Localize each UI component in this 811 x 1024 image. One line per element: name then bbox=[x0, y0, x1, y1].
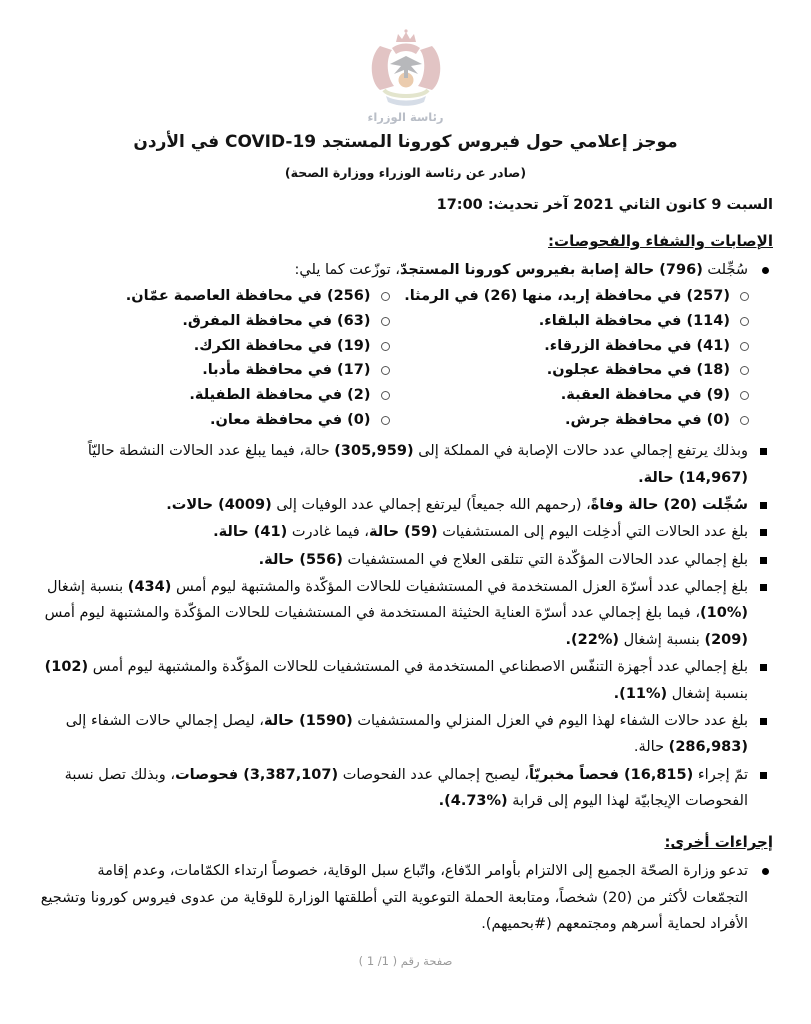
stat-bullet bbox=[38, 492, 773, 518]
bullet-circle-icon bbox=[381, 317, 390, 326]
governorate-item bbox=[38, 334, 392, 359]
stat-bullet bbox=[38, 438, 773, 491]
governorate-item bbox=[398, 309, 752, 334]
logo-caption: رئاسة الوزراء bbox=[367, 110, 444, 124]
governorate-item bbox=[38, 408, 392, 433]
bullet-circle-icon bbox=[740, 366, 749, 375]
page-number: صفحة رقم ( 1/ 1 ) bbox=[358, 953, 453, 968]
governorate-text: (9) في محافظة العقبة. bbox=[560, 386, 730, 403]
bullet-square-icon bbox=[760, 502, 767, 509]
bullet-circle-icon bbox=[740, 317, 749, 326]
date-line: السبت 9 كانون الثاني 2021 آخر تحديث: 17:00 bbox=[436, 197, 773, 213]
bullet-circle-icon bbox=[740, 292, 749, 301]
stat-bullet-text: بلغ عدد حالات الشفاء لهذا اليوم في العزل المنزلي والمستشفيات (1590) حالة، ليصل إجمالي حالات الشفاء إلى (286,983) حالة. bbox=[65, 712, 748, 756]
governorate-text: (114) في محافظة البلقاء. bbox=[538, 313, 730, 330]
bullet-circle-icon bbox=[740, 391, 749, 400]
governorate-text: (0) في محافظة معان. bbox=[210, 411, 371, 428]
governorate-item bbox=[398, 358, 752, 383]
bullet-square-icon bbox=[760, 529, 767, 536]
bullet-circle-icon bbox=[381, 292, 390, 301]
governorate-item bbox=[398, 383, 752, 408]
stat-bullet bbox=[38, 547, 773, 573]
bullet-disc-icon bbox=[762, 267, 769, 274]
bullet-circle-icon bbox=[381, 366, 390, 375]
governorate-text: (63) في محافظة المفرق. bbox=[182, 313, 371, 330]
governorate-text: (256) في محافظة العاصمة عمّان. bbox=[125, 288, 371, 305]
stat-bullet bbox=[38, 654, 773, 707]
governorate-text: (41) في محافظة الزرقاء. bbox=[544, 337, 730, 354]
section-heading-other: إجراءات أخرى: bbox=[664, 833, 773, 852]
statistics-list bbox=[38, 438, 773, 814]
stat-bullet-text: بلغ إجمالي عدد الحالات المؤكّدة التي تتلقى العلاج في المستشفيات (556) حالة. bbox=[258, 551, 748, 568]
stat-bullet-text: بلغ عدد الحالات التي أدخِلت اليوم إلى المستشفيات (59) حالة، فيما غادرت (41) حالة. bbox=[213, 524, 748, 541]
bullet-square-icon bbox=[760, 584, 767, 591]
other-measures-text: تدعو وزارة الصحّة الجميع إلى الالتزام بأوامر الدّفاع، واتّباع سبل الوقاية، خصوصاً ارتداء الكمّامات، وعدم إقامة التجمّعات لأكثر من (20) شخصاً، ومتابعة الحملة التوعوية التي أطلقتها الوزارة للوقاية من عدوى فيروس كورونا وتشجيع الأفراد لحماية أسرهم ومجتمعهم (#بحميهم). bbox=[40, 863, 748, 933]
bullet-circle-icon bbox=[740, 416, 749, 425]
stat-bullet-text: بلغ إجمالي عدد أسرّة العزل المستخدمة في المستشفيات للحالات المؤكّدة والمشتبهة ليوم أمس (434) بنسبة إشغال (%10)، فيما بلغ إجمالي عدد أسرّة العناية الحثيثة المستخدمة في المستشفيات للحالات المؤكّدة والمشتبهة ليوم أمس (209) بنسبة إشغال (%22). bbox=[44, 579, 748, 648]
bullet-square-icon bbox=[760, 718, 767, 725]
governorate-text: (0) في محافظة جرش. bbox=[565, 411, 730, 428]
bullet-circle-icon bbox=[740, 342, 749, 351]
new-cases-bullet bbox=[38, 257, 773, 283]
governorate-item bbox=[38, 309, 392, 334]
governorate-item bbox=[398, 284, 752, 309]
page-title: موجز إعلامي حول فيروس كورونا المستجد COVID-19 في الأردن bbox=[133, 132, 678, 152]
governorate-text: (19) في محافظة الكرك. bbox=[193, 337, 371, 354]
stat-bullet-text: وبذلك يرتفع إجمالي عدد حالات الإصابة في المملكة إلى (305,959) حالة، فيما يبلغ عدد الحالات النشطة حاليّاً (14,967) حالة. bbox=[87, 443, 748, 486]
section-heading-cases: الإصابات والشفاء والفحوصات: bbox=[548, 232, 773, 250]
bullet-square-icon bbox=[760, 664, 767, 671]
stat-bullet-text: تمّ إجراء (16,815) فحصاً مخبريّاً، ليصبح إجمالي عدد الفحوصات (3,387,107) فحوصات، وبذلك تصل نسبة الفحوصات الإيجابيّة لهذا اليوم إلى قرابة (%4.73). bbox=[64, 766, 748, 810]
stat-bullet bbox=[38, 708, 773, 761]
governorate-text: (18) في محافظة عجلون. bbox=[546, 362, 730, 379]
governorate-item bbox=[38, 383, 392, 408]
governorate-breakdown bbox=[38, 284, 751, 432]
bullet-square-icon bbox=[760, 772, 767, 779]
governorate-text: (2) في محافظة الطفيلة. bbox=[189, 386, 371, 403]
page-subtitle: (صادر عن رئاسة الوزراء ووزارة الصحة) bbox=[284, 165, 527, 180]
bullet-circle-icon bbox=[381, 391, 390, 400]
bullet-square-icon bbox=[760, 448, 767, 455]
new-cases-text: سُجِّلت (796) حالة إصابة بفيروس كورونا المستجدّ، توزّعت كما يلي: bbox=[294, 262, 748, 278]
governorate-item bbox=[398, 408, 752, 433]
stat-bullet-text: بلغ إجمالي عدد أجهزة التنفّس الاصطناعي المستخدمة في المستشفيات للحالات المؤكّدة والمشتبهة ليوم أمس (102) بنسبة إشغال (%11). bbox=[44, 659, 748, 702]
governorate-text: (17) في محافظة مأدبا. bbox=[202, 362, 371, 379]
governorate-text: (257) في محافظة إربد، منها (26) في الرمثا. bbox=[404, 288, 730, 305]
stat-bullet bbox=[38, 519, 773, 545]
bullet-square-icon bbox=[760, 557, 767, 564]
other-measures-bullet bbox=[38, 858, 773, 937]
bullet-circle-icon bbox=[381, 342, 390, 351]
coat-of-arms-graphic bbox=[356, 28, 456, 108]
governorate-item bbox=[38, 358, 392, 383]
stat-bullet bbox=[38, 574, 773, 653]
bullet-circle-icon bbox=[381, 416, 390, 425]
stat-bullet-text: سُجِّلت (20) حالة وفاةً، (رحمهم الله جميعاً) ليرتفع إجمالي عدد الوفيات إلى (4009) حالات. bbox=[166, 496, 748, 513]
bullet-disc-icon bbox=[762, 868, 769, 875]
governorate-item bbox=[398, 334, 752, 359]
stat-bullet bbox=[38, 762, 773, 815]
governorate-item bbox=[38, 284, 392, 309]
jordan-coat-of-arms-logo bbox=[38, 28, 773, 124]
